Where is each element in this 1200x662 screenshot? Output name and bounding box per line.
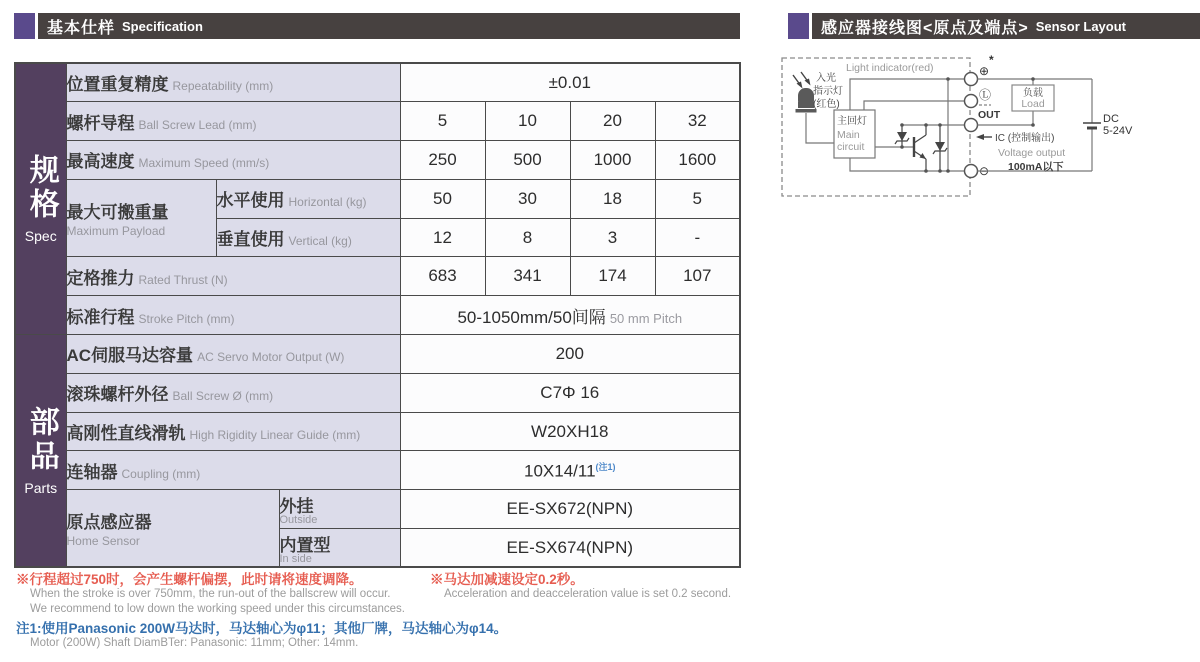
- dc-label-2: 5-24V: [1103, 125, 1133, 137]
- label-repeatability: 位置重复精度 Repeatability (mm): [66, 63, 400, 102]
- value-speed-1: 250: [400, 141, 485, 180]
- table-row-motor-output: [15, 335, 740, 374]
- value-motor-output: 200: [400, 335, 740, 374]
- label-inside: 内置型 In side: [279, 529, 400, 568]
- specification-header: [14, 13, 740, 39]
- table-row-rated-thrust: [15, 257, 740, 296]
- terminals: [965, 73, 978, 178]
- value-repeatability: ±0.01: [400, 63, 740, 102]
- value-ball-screw-dia: C7Φ 16: [400, 373, 740, 412]
- label-stroke: 标准行程 Stroke Pitch (mm): [66, 296, 400, 335]
- purple-accent-square: [14, 13, 38, 39]
- value-speed-2: 500: [485, 141, 570, 180]
- label-max-speed: 最高速度 Maximum Speed (mm/s): [66, 141, 400, 180]
- value-hor-2: 30: [485, 179, 570, 218]
- sensor-layout-header: [788, 13, 1200, 39]
- value-ver-1: 12: [400, 218, 485, 257]
- table-row-linear-guide: [15, 412, 740, 451]
- terminal-out-label: OUT: [978, 109, 1001, 121]
- label-horizontal: 水平使用 Horizontal (kg): [216, 179, 400, 218]
- sidebar-parts-en: Parts: [24, 479, 58, 496]
- main-circuit-zh: 主回灯: [837, 116, 867, 127]
- header-title-en: Sensor Layout: [1035, 18, 1126, 34]
- footnote-zh: ※行程超过750时，会产生螺杆偏摆，此时请将速度调降。: [16, 572, 363, 587]
- label-outside: 外挂 Outside: [279, 490, 400, 529]
- footnote-acceleration: [430, 572, 731, 602]
- label-linear-guide: 高刚性直线滑轨 High Rigidity Linear Guide (mm): [66, 412, 400, 451]
- value-sensor-outside: EE-SX672(NPN): [400, 490, 740, 529]
- value-thrust-2: 341: [485, 257, 570, 296]
- light-arrows-icon: [793, 72, 811, 89]
- label-motor-output: AC伺服马达容量 AC Servo Motor Output (W): [66, 335, 400, 374]
- battery-icon: [1083, 123, 1101, 128]
- value-thrust-1: 683: [400, 257, 485, 296]
- sidebar-section-spec: [15, 63, 66, 335]
- table-row-home-sensor-outside: [15, 490, 740, 529]
- footnote-en: Motor (200W) Shaft DiamBTer: Panasonic: 11mm; Other: 14mm.: [30, 637, 359, 649]
- value-speed-4: 1600: [655, 141, 740, 180]
- terminal-plus-label: ⊕: [979, 64, 990, 78]
- label-ball-screw-dia: 滚珠螺杆外径 Ball Screw Ø (mm): [66, 373, 400, 412]
- value-lead-10: 10: [485, 102, 570, 141]
- value-thrust-4: 107: [655, 257, 740, 296]
- label-home-sensor: 原点感应器 Home Sensor: [66, 490, 279, 568]
- value-stroke: 50-1050mm/50间隔 50 mm Pitch: [400, 296, 740, 335]
- spec-table: [14, 62, 741, 568]
- light-indicator-label: Light indicator(red): [846, 62, 934, 74]
- header-title-en: Specification: [122, 18, 203, 34]
- value-ver-3: 3: [570, 218, 655, 257]
- footnote-stroke-warning: [16, 572, 405, 616]
- value-coupling: 10X14/11$^{(注1)}$: [400, 451, 740, 490]
- footnote-zh: 注1:使用Panasonic 200W马达时，马达轴心为φ11；其他厂牌，马达轴心为φ14。: [16, 621, 508, 636]
- table-row-payload-horizontal: [15, 179, 740, 218]
- value-thrust-3: 174: [570, 257, 655, 296]
- value-linear-guide: W20XH18: [400, 412, 740, 451]
- label-coupling: 连轴器 Coupling (mm): [66, 451, 400, 490]
- sensor-wiring-diagram: [780, 50, 1200, 212]
- led-label-zh3: (红色): [813, 99, 840, 110]
- value-hor-3: 18: [570, 179, 655, 218]
- label-max-payload: 最大可搬重量 Maximum Payload: [66, 179, 216, 257]
- zener-diode-1: [895, 123, 909, 149]
- value-ver-2: 8: [485, 218, 570, 257]
- table-row-ball-screw-lead: [15, 102, 740, 141]
- transistor-icon: [914, 123, 928, 173]
- value-hor-1: 50: [400, 179, 485, 218]
- asterisk-marker: *: [989, 53, 994, 67]
- zener-diode-2: [933, 123, 947, 173]
- purple-accent-square: [788, 13, 812, 39]
- value-ver-4: -: [655, 218, 740, 257]
- footnote-motor-shaft: [16, 621, 507, 651]
- table-row-coupling: [15, 451, 740, 490]
- sidebar-spec-zh: 规格: [24, 154, 58, 223]
- main-circuit-en2: circuit: [837, 141, 865, 153]
- terminal-light-label: Ⓛ: [979, 88, 992, 102]
- header-title-zh: 基本仕样: [47, 19, 116, 37]
- value-lead-20: 20: [570, 102, 655, 141]
- dc-label-1: DC: [1103, 113, 1119, 125]
- load-label-en: Load: [1021, 98, 1045, 110]
- ic-output-label: IC (控制输出): [995, 133, 1055, 144]
- footnote-en: When the stroke is over 750mm, the run-out of the ballscrew will occur.: [30, 588, 391, 600]
- value-speed-3: 1000: [570, 141, 655, 180]
- voltage-output-label: Voltage output: [998, 147, 1066, 159]
- terminal-minus-label: ⊖: [979, 164, 990, 178]
- sidebar-parts-zh: 部品: [24, 405, 58, 474]
- led-label-zh2: 指示灯: [813, 86, 843, 97]
- load-label-zh: 负载: [1023, 88, 1043, 99]
- circuit-svg: [780, 50, 1200, 212]
- sidebar-section-parts: [15, 335, 66, 568]
- note1-reference: (注1): [595, 461, 616, 472]
- header-title-zh: 感应器接线图<原点及端点>: [821, 19, 1029, 37]
- label-vertical: 垂直使用 Vertical (kg): [216, 218, 400, 257]
- table-row-repeatability: [15, 63, 740, 102]
- value-lead-32: 32: [655, 102, 740, 141]
- table-row-ball-screw-dia: [15, 373, 740, 412]
- value-lead-5: 5: [400, 102, 485, 141]
- table-row-stroke: [15, 296, 740, 335]
- value-hor-4: 5: [655, 179, 740, 218]
- sidebar-spec-en: Spec: [24, 228, 57, 245]
- led-label-zh1: 入光: [816, 73, 836, 84]
- current-limit-label: 100mA以下: [1008, 161, 1064, 173]
- footnote-en: We recommend to low down the working speed under this circumstances.: [30, 602, 405, 615]
- footnote-en: Acceleration and deacceleration value is set 0.2 second.: [444, 588, 732, 600]
- ic-arrow-icon: [976, 134, 992, 140]
- label-ball-screw-lead: 螺杆导程 Ball Screw Lead (mm): [66, 102, 400, 141]
- main-circuit-en1: Main: [837, 129, 860, 141]
- table-row-max-speed: [15, 141, 740, 180]
- value-sensor-inside: EE-SX674(NPN): [400, 529, 740, 568]
- label-rated-thrust: 定格推力 Rated Thrust (N): [66, 257, 400, 296]
- footnote-zh: ※马达加减速设定0.2秒。: [430, 572, 584, 587]
